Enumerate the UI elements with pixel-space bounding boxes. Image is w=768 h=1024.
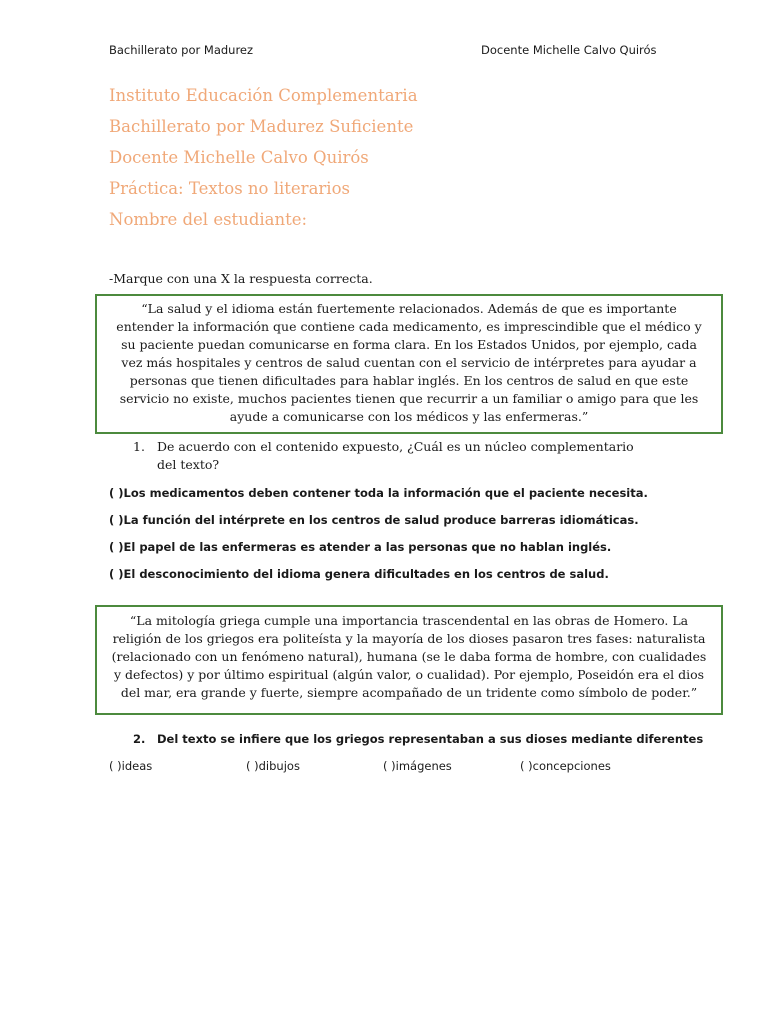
passage-1-text: “La salud y el idioma están fuertemente relacionados. Además de que es importante entender la información que contiene cada medicamento, es imprescindible que el médico y su paciente puedan comunicarse en forma clara. En los Estados Unidos, por ejemplo, cada vez más hospitales y centros de salud cuentan con el servicio de intérpretes para ayudar a personas que tienen dificultades para hablar inglés. En los centros de salud en que este servicio no existe, muchos pacientes tienen que recurrir a un familiar o amigo para que les ayude a comunicarse con los médicos y las enfermeras.” <box>116 301 702 424</box>
practice-title: Práctica: Textos no literarios <box>109 179 350 198</box>
q1-option-c[interactable]: ( )El papel de las enfermeras es atender a las personas que no hablan inglés. <box>109 540 612 554</box>
question-2-number: 2. <box>133 732 146 746</box>
question-1-number: 1. <box>133 439 145 454</box>
q1-option-a[interactable]: ( )Los medicamentos deben contener toda la información que el paciente necesita. <box>109 486 648 500</box>
institute-title: Instituto Educación Complementaria <box>109 86 418 105</box>
question-2-text: Del texto se infiere que los griegos representaban a sus dioses mediante diferentes <box>157 732 704 746</box>
passage-2-text: “La mitología griega cumple una importancia trascendental en las obras de Homero. La religión de los griegos era politeísta y la mayoría de los dioses pasaron tres fases: naturalista (relacionado con un fenómeno natural), humana (se le daba forma de hombre, con cualidades y defectos) y por último espiritual (algún valor, o cualidad). Por ejemplo, Poseidón era el dios del mar, era grande y fuerte, siempre acompañado de un tridente como símbolo de poder.” <box>111 613 707 700</box>
student-name-label: Nombre del estudiante: <box>109 210 308 229</box>
q2-option-a[interactable]: ( )ideas <box>109 759 153 773</box>
q1-option-b[interactable]: ( )La función del intérprete en los centros de salud produce barreras idiomáticas. <box>109 513 639 527</box>
header-right: Docente Michelle Calvo Quirós <box>481 43 657 57</box>
question-1-text: De acuerdo con el contenido expuesto, ¿Cuál es un núcleo complementario del texto? <box>157 439 634 472</box>
program-title: Bachillerato por Madurez Suficiente <box>109 117 414 136</box>
q1-option-d[interactable]: ( )El desconocimiento del idioma genera dificultades en los centros de salud. <box>109 567 609 581</box>
question-2 <box>133 732 703 746</box>
instruction: -Marque con una X la respuesta correcta. <box>109 271 373 286</box>
teacher-title: Docente Michelle Calvo Quirós <box>109 148 369 167</box>
q2-option-b[interactable]: ( )dibujos <box>246 759 300 773</box>
passage-box-1 <box>95 294 723 434</box>
passage-box-2 <box>95 605 723 715</box>
header-left: Bachillerato por Madurez <box>109 43 254 57</box>
q2-option-d[interactable]: ( )concepciones <box>520 759 611 773</box>
q2-option-c[interactable]: ( )imágenes <box>383 759 452 773</box>
question-1 <box>133 438 653 474</box>
